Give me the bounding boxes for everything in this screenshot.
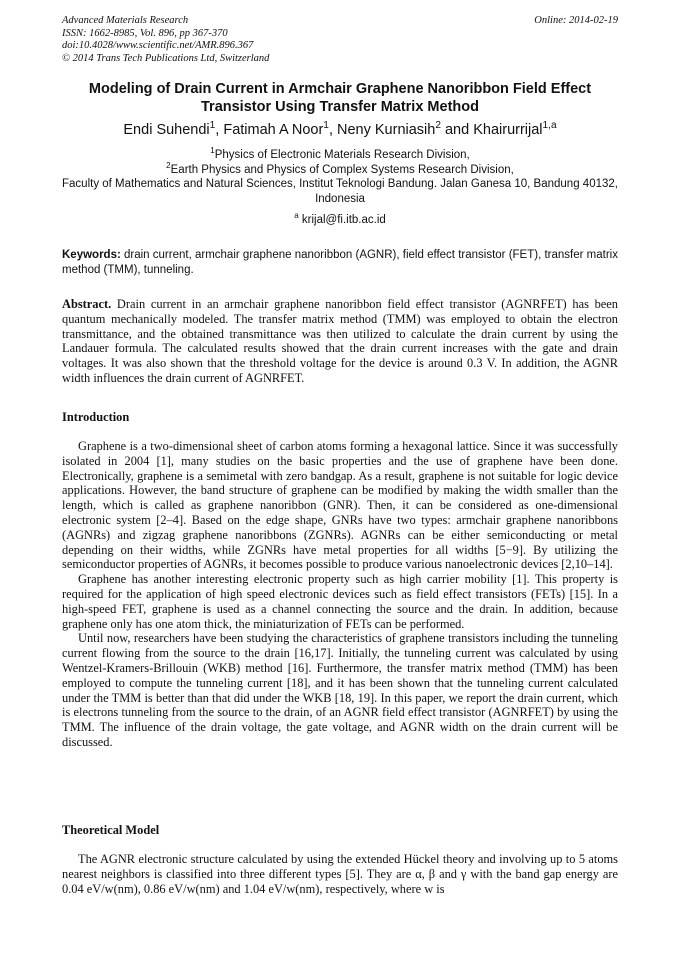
abstract: [62, 297, 618, 386]
affil-mark: 2: [166, 160, 171, 170]
doi-line: doi:10.4028/www.scientific.net/AMR.896.367: [62, 40, 254, 51]
introduction-heading: Introduction: [62, 410, 130, 424]
paragraph: The AGNR electronic structure calculated by using the extended Hückel theory and involving up to 5 atoms nearest neighbors is classified into three different types [5]. They are α, β and γ with the band gap energy are 0.04 eV/w(nm), 0.86 eV/w(nm) and 1.04 eV/w(nm), respectively, where w is: [62, 852, 618, 896]
theory-heading: Theoretical Model: [62, 823, 160, 837]
affiliation-line: [62, 148, 618, 163]
keywords: [62, 248, 618, 277]
journal-header: [62, 15, 618, 65]
author-affil-mark: 2: [435, 120, 441, 132]
contact-email: [62, 213, 618, 227]
abstract-text: Drain current in an armchair graphene nanoribbon field effect transistor (AGNRFET) has been quantum mechanically modeled. The transfer matrix method (TMM) was employed to obtain the electron transmittance, and the obtained transmittance was then utilized to calculate the drain current by using the Landauer formula. The calculated results showed that the drain current increases with the gate and drain voltages. It was also shown that the threshold voltage for the device is around 0.3 V. In addition, the AGNR width influences the drain current of AGNRFET.: [62, 297, 618, 385]
author-name: Khairurrijal: [473, 122, 543, 138]
issn-line: ISSN: 1662-8985, Vol. 896, pp 367-370: [62, 27, 228, 39]
author-affil-mark: 1,a: [542, 120, 557, 132]
paper-title: Modeling of Drain Current in Armchair Graphene Nanoribbon Field Effect Transistor Using Transfer Matrix Method: [88, 81, 592, 115]
copyright-line: © 2014 Trans Tech Publications Ltd, Switzerland: [62, 52, 270, 64]
abstract-label: Abstract.: [62, 297, 112, 311]
author-affil-mark: 1: [323, 120, 329, 132]
author-affil-mark: 1: [209, 120, 216, 132]
paragraph: Graphene is a two-dimensional sheet of carbon atoms forming a hexagonal lattice. Since it was successfully isolated in 2004 [1], many studies on the basic properties and the use of graphene have been done. Electronically, graphene is a semimetal with zero bandgap. As a result, graphene is not suitable for logic device applications. However, the band structure of graphene can be modified by making the width smaller than the length, which is called as graphene nanoribbon (GNR). Then, it can be considered as one-dimensional electronic system [2–4]. Based on the edge shape, GNRs have two types: armchair graphene nanoribbons (AGNRs) and zigzag graphene nanoribbons (ZGNRs). AGNRs can be either semiconducting or metal depending on their widths, while ZGNRs have metal properties for all widths [5−9]. By utilizing the semiconductor properties of AGNRs, it becomes possible to produce various nanoelectronic devices [2,10–14].: [62, 439, 618, 572]
paragraph: Until now, researchers have been studying the characteristics of graphene transistors including the tunneling current flowing from the source to the drain [16,17]. Initially, the tunneling current was calculated by using Wentzel-Kramers-Brillouin (WKB) method [16]. Furthermore, the transfer matrix method (TMM) has been employed to compute the tunneling current [18], and it has been shown that the tunneling current calculated under the TMM is better than that did under the WKB [18, 19]. In this paper, we report the drain current, which is electrons tunneling from the source to the drain, of an AGNR field effect transistor (AGNRFET) by using the TMM. The influence of the drain voltage, the gate voltage, and AGNR width on the drain current will be discussed.: [62, 631, 618, 749]
email-mark: a: [294, 211, 299, 221]
affiliations: [62, 148, 618, 206]
affiliation-address: Faculty of Mathematics and Natural Sciences, Institut Teknologi Bandung. Jalan Ganesa 10, Bandung 40132, Indonesia: [62, 178, 618, 205]
email-address: krijal@fi.itb.ac.id: [298, 214, 386, 226]
affil-mark: 1: [210, 146, 215, 156]
author-name: Neny Kurniasih: [337, 122, 436, 138]
introduction-body: [62, 439, 618, 750]
keywords-label: Keywords:: [62, 249, 121, 261]
paragraph: Graphene has another interesting electronic property such as high carrier mobility [1]. This property is required for the application of high speed electronic devices such as field effect transistors (FETs) [15]. In a high-speed FET, graphene is used as a channel connecting the source and the drain. In addition, because graphene only has one atom thick, the miniaturization of FETs can be performed.: [62, 572, 618, 631]
author-list: [62, 121, 618, 139]
affiliation-text: Earth Physics and Physics of Complex Systems Research Division,: [170, 163, 514, 176]
keywords-text: drain current, armchair graphene nanoribbon (AGNR), field effect transistor (FET), transfer matrix method (TMM), tunneling.: [62, 249, 618, 276]
author-separator: ,: [328, 122, 337, 138]
author-name: Endi Suhendi: [123, 122, 210, 138]
author-separator: and: [440, 122, 474, 138]
theory-body: [62, 852, 618, 896]
author-separator: ,: [215, 122, 224, 138]
journal-name: Advanced Materials Research: [62, 15, 189, 26]
author-name: Fatimah A Noor: [223, 122, 324, 138]
affiliation-line: [62, 160, 618, 178]
affiliation-text: Physics of Electronic Materials Research Division,: [214, 149, 470, 161]
online-date: Online: 2014-02-19: [534, 15, 618, 26]
